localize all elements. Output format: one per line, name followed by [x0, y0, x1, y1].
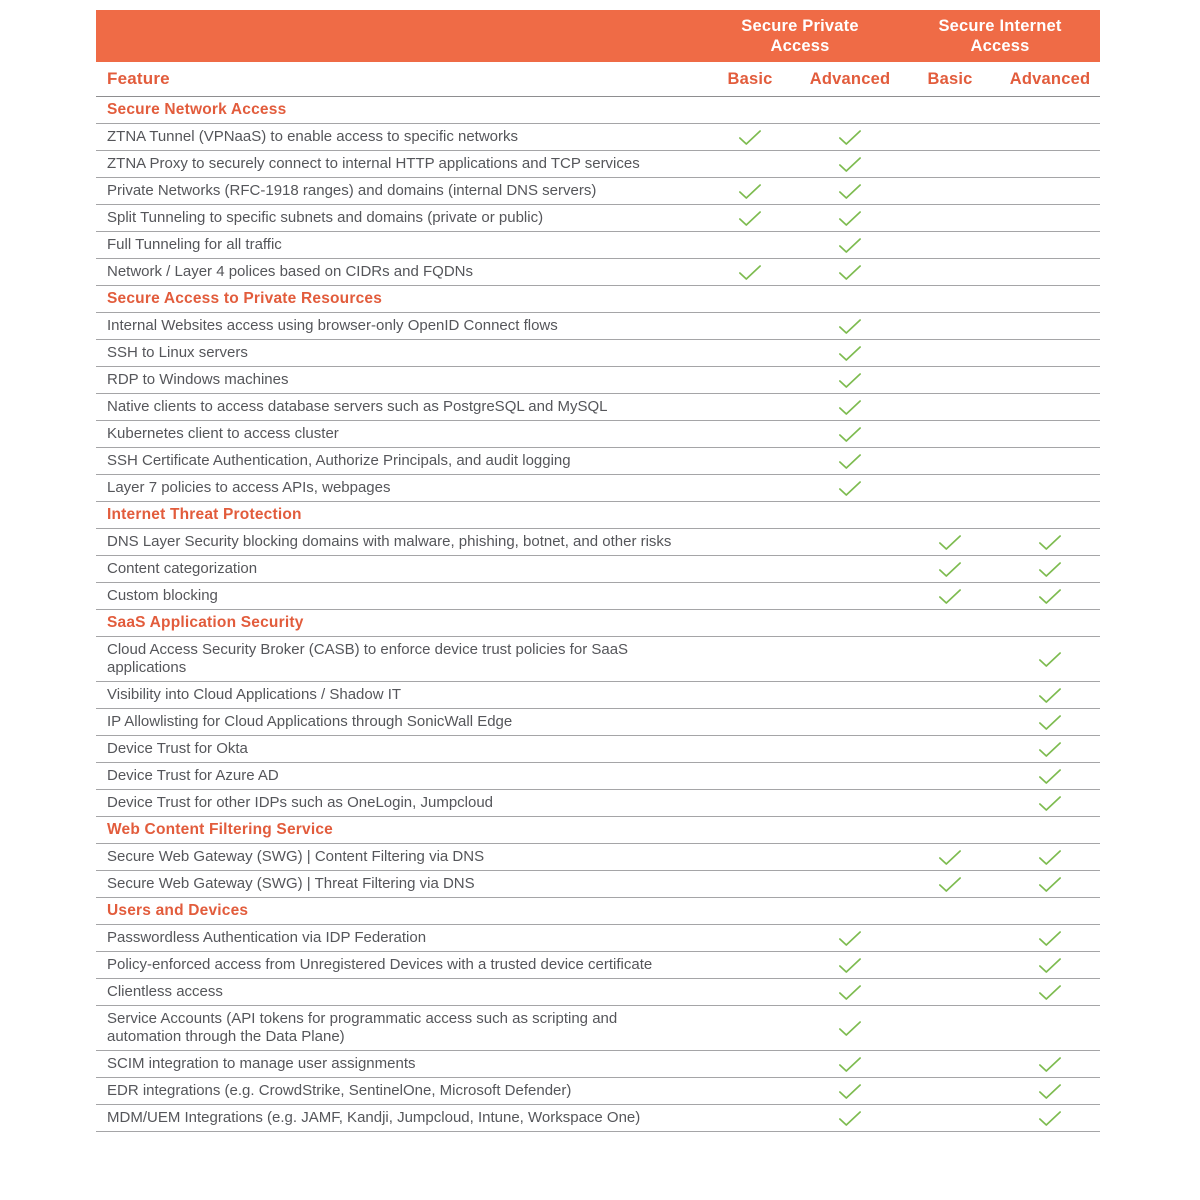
table-row — [96, 637, 1100, 682]
plan-group-label: Secure Private Access — [741, 17, 859, 55]
section-title: Secure Access to Private Resources — [107, 290, 383, 307]
table-row — [96, 178, 1100, 205]
check-cell — [1000, 768, 1100, 785]
check-cell — [1000, 534, 1100, 551]
check-icon — [938, 534, 962, 551]
check-icon — [1038, 561, 1062, 578]
table-row — [96, 151, 1100, 178]
check-cell — [900, 849, 1000, 866]
check-icon — [838, 1020, 862, 1037]
feature-label: Kubernetes client to access cluster — [107, 425, 339, 442]
table-row — [96, 1078, 1100, 1105]
check-icon — [838, 426, 862, 443]
feature-label: SSH Certificate Authentication, Authorize Principals, and audit logging — [107, 452, 571, 469]
check-cell — [800, 1056, 900, 1073]
check-cell — [900, 876, 1000, 893]
section-title: Web Content Filtering Service — [107, 821, 333, 838]
feature-label: ZTNA Proxy to securely connect to internal HTTP applications and TCP services — [107, 155, 640, 172]
check-cell — [700, 264, 800, 281]
check-icon — [838, 318, 862, 335]
check-icon — [938, 849, 962, 866]
table-row — [96, 259, 1100, 286]
feature-label: Content categorization — [107, 560, 258, 577]
check-icon — [838, 156, 862, 173]
feature-label: Native clients to access database servers such as PostgreSQL and MySQL — [107, 398, 608, 415]
check-icon — [838, 183, 862, 200]
check-icon — [738, 210, 762, 227]
check-icon — [838, 345, 862, 362]
check-cell — [800, 1110, 900, 1127]
feature-label: Passwordless Authentication via IDP Federation — [107, 929, 427, 946]
feature-label: IP Allowlisting for Cloud Applications through SonicWall Edge — [107, 713, 513, 730]
check-cell — [800, 237, 900, 254]
feature-label: EDR integrations (e.g. CrowdStrike, SentinelOne, Microsoft Defender) — [107, 1082, 572, 1099]
check-cell — [700, 183, 800, 200]
check-icon — [838, 957, 862, 974]
check-icon — [1038, 1110, 1062, 1127]
table-row — [96, 448, 1100, 475]
check-cell — [1000, 984, 1100, 1001]
check-icon — [938, 876, 962, 893]
check-cell — [800, 156, 900, 173]
feature-label: Policy-enforced access from Unregistered Devices with a trusted device certificate — [107, 956, 653, 973]
check-icon — [738, 183, 762, 200]
table-row — [96, 925, 1100, 952]
check-icon — [838, 237, 862, 254]
check-cell — [800, 1083, 900, 1100]
section-header-row — [96, 817, 1100, 844]
check-icon — [938, 588, 962, 605]
table-row — [96, 313, 1100, 340]
check-cell — [800, 318, 900, 335]
feature-label: RDP to Windows machines — [107, 371, 289, 388]
table-row — [96, 790, 1100, 817]
check-cell — [1000, 561, 1100, 578]
check-cell — [1000, 714, 1100, 731]
check-cell — [800, 426, 900, 443]
table-row — [96, 475, 1100, 502]
check-icon — [938, 561, 962, 578]
check-cell — [800, 957, 900, 974]
table-row — [96, 556, 1100, 583]
table-row — [96, 124, 1100, 151]
feature-column-header: Feature — [107, 69, 170, 88]
feature-label: Custom blocking — [107, 587, 218, 604]
check-icon — [1038, 957, 1062, 974]
feature-label: Device Trust for Azure AD — [107, 767, 279, 784]
feature-label: Device Trust for other IDPs such as OneLogin, Jumpcloud — [107, 794, 494, 811]
feature-label: ZTNA Tunnel (VPNaaS) to enable access to specific networks — [107, 128, 519, 145]
check-icon — [838, 480, 862, 497]
table-row — [96, 709, 1100, 736]
table-row — [96, 421, 1100, 448]
check-icon — [838, 210, 862, 227]
check-icon — [738, 264, 762, 281]
check-icon — [838, 930, 862, 947]
feature-label: Visibility into Cloud Applications / Shadow IT — [107, 686, 402, 703]
section-header-row — [96, 97, 1100, 124]
section-header-row — [96, 502, 1100, 529]
table-row — [96, 394, 1100, 421]
check-icon — [1038, 795, 1062, 812]
check-cell — [900, 588, 1000, 605]
check-icon — [1038, 768, 1062, 785]
feature-label: Service Accounts (API tokens for programmatic access such as scripting and automation through the Data Plane) — [107, 1010, 618, 1045]
check-cell — [700, 129, 800, 146]
check-icon — [838, 372, 862, 389]
table-row — [96, 583, 1100, 610]
feature-label: Secure Web Gateway (SWG) | Content Filtering via DNS — [107, 848, 485, 865]
check-icon — [838, 453, 862, 470]
feature-label: Cloud Access Security Broker (CASB) to enforce device trust policies for SaaS applications — [107, 641, 629, 676]
check-cell — [800, 930, 900, 947]
check-cell — [1000, 1083, 1100, 1100]
feature-label: Layer 7 policies to access APIs, webpages — [107, 479, 391, 496]
check-cell — [800, 984, 900, 1001]
section-header-row — [96, 286, 1100, 313]
plan-group-label: Secure Internet Access — [938, 17, 1062, 55]
feature-comparison-table — [96, 10, 1100, 1132]
sia-advanced-column-header: Advanced — [1009, 69, 1091, 88]
section-title: SaaS Application Security — [107, 614, 304, 631]
table-body — [96, 97, 1100, 1132]
check-icon — [1038, 1056, 1062, 1073]
check-icon — [1038, 651, 1062, 668]
table-row — [96, 979, 1100, 1006]
check-cell — [1000, 849, 1100, 866]
plan-group-secure-private-access — [700, 10, 900, 62]
check-cell — [900, 561, 1000, 578]
table-row — [96, 232, 1100, 259]
check-icon — [1038, 876, 1062, 893]
table-row — [96, 763, 1100, 790]
feature-label: Device Trust for Okta — [107, 740, 248, 757]
feature-label: Secure Web Gateway (SWG) | Threat Filtering via DNS — [107, 875, 475, 892]
check-icon — [838, 264, 862, 281]
feature-label: SSH to Linux servers — [107, 344, 248, 361]
check-icon — [838, 1056, 862, 1073]
check-cell — [1000, 687, 1100, 704]
feature-label: Split Tunneling to specific subnets and domains (private or public) — [107, 209, 544, 226]
check-icon — [838, 129, 862, 146]
section-title: Secure Network Access — [107, 101, 287, 118]
table-row — [96, 736, 1100, 763]
check-cell — [1000, 1110, 1100, 1127]
check-cell — [800, 1020, 900, 1037]
section-header-row — [96, 610, 1100, 637]
check-icon — [1038, 687, 1062, 704]
check-cell — [800, 372, 900, 389]
check-cell — [700, 210, 800, 227]
plans-header-bar — [96, 10, 1100, 62]
column-headers-row — [96, 62, 1100, 97]
sia-basic-column-header: Basic — [927, 69, 973, 88]
check-icon — [1038, 741, 1062, 758]
check-cell — [800, 345, 900, 362]
table-row — [96, 340, 1100, 367]
check-icon — [838, 1083, 862, 1100]
table-row — [96, 367, 1100, 394]
feature-label: SCIM integration to manage user assignments — [107, 1055, 416, 1072]
feature-label: MDM/UEM Integrations (e.g. JAMF, Kandji, Jumpcloud, Intune, Workspace One) — [107, 1109, 641, 1126]
check-cell — [1000, 930, 1100, 947]
table-row — [96, 871, 1100, 898]
feature-label: Private Networks (RFC-1918 ranges) and domains (internal DNS servers) — [107, 182, 597, 199]
table-row — [96, 1105, 1100, 1132]
feature-label: DNS Layer Security blocking domains with malware, phishing, botnet, and other risks — [107, 533, 672, 550]
check-cell — [1000, 957, 1100, 974]
check-icon — [838, 1110, 862, 1127]
check-cell — [900, 534, 1000, 551]
check-cell — [800, 129, 900, 146]
table-row — [96, 529, 1100, 556]
feature-label: Internal Websites access using browser-only OpenID Connect flows — [107, 317, 558, 334]
check-icon — [1038, 714, 1062, 731]
check-cell — [800, 264, 900, 281]
check-cell — [800, 210, 900, 227]
section-title: Users and Devices — [107, 902, 249, 919]
table-row — [96, 1006, 1100, 1051]
check-cell — [1000, 1056, 1100, 1073]
check-icon — [1038, 534, 1062, 551]
feature-label: Full Tunneling for all traffic — [107, 236, 282, 253]
table-row — [96, 682, 1100, 709]
spa-advanced-column-header: Advanced — [809, 69, 891, 88]
check-icon — [1038, 588, 1062, 605]
section-header-row — [96, 898, 1100, 925]
check-cell — [1000, 795, 1100, 812]
check-icon — [838, 399, 862, 416]
header-bar-spacer — [96, 10, 700, 62]
table-row — [96, 844, 1100, 871]
check-cell — [800, 480, 900, 497]
table-row — [96, 952, 1100, 979]
check-icon — [1038, 984, 1062, 1001]
check-cell — [800, 183, 900, 200]
check-cell — [1000, 588, 1100, 605]
table-row — [96, 1051, 1100, 1078]
table-row — [96, 205, 1100, 232]
feature-label: Clientless access — [107, 983, 223, 1000]
plan-group-secure-internet-access — [900, 10, 1100, 62]
check-cell — [1000, 651, 1100, 668]
check-cell — [1000, 876, 1100, 893]
check-cell — [800, 453, 900, 470]
check-icon — [1038, 930, 1062, 947]
spa-basic-column-header: Basic — [727, 69, 773, 88]
check-icon — [738, 129, 762, 146]
check-icon — [1038, 849, 1062, 866]
check-icon — [1038, 1083, 1062, 1100]
check-cell — [800, 399, 900, 416]
check-icon — [838, 984, 862, 1001]
check-cell — [1000, 741, 1100, 758]
feature-label: Network / Layer 4 polices based on CIDRs and FQDNs — [107, 263, 473, 280]
section-title: Internet Threat Protection — [107, 506, 302, 523]
